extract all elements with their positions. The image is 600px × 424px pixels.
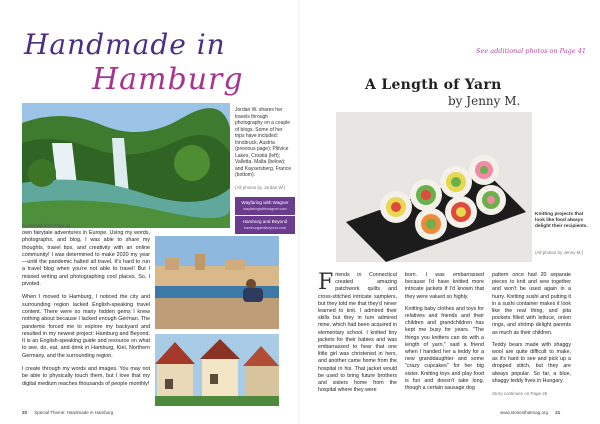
- blog-box-hamburg[interactable]: [235, 216, 295, 234]
- blog-name: Hamburg and Beyond: [242, 219, 288, 224]
- kaysersberg-photo: [155, 334, 279, 406]
- title-line-1: Handmade in: [24, 28, 226, 61]
- continued-from: Continued from Page 21: [22, 223, 71, 228]
- plitvice-lakes-photo: [22, 103, 230, 228]
- title-line-2: Hamburg: [92, 62, 244, 97]
- drop-cap: F: [318, 270, 334, 295]
- left-footer: [22, 410, 113, 415]
- right-footer: [500, 410, 560, 415]
- continued-on: Story continues on Page 26: [492, 391, 548, 397]
- article-title: A Length of Yarn: [365, 77, 502, 93]
- photo-credit: (All photos by Jordan W.): [235, 185, 286, 190]
- footer-text: Special Theme: Handmade in Hamburg: [34, 410, 114, 415]
- blog-url[interactable]: wayfaringwithwagner.com: [243, 207, 287, 211]
- blog-url[interactable]: hamburgandbeyond.com: [243, 226, 286, 230]
- photo-credit: (All photos by Jenny M.): [535, 250, 584, 255]
- page-number: 20: [22, 410, 28, 415]
- valletta-photo: [155, 236, 279, 329]
- paragraph: pattern once had 20 separate pieces to knit and sew together and won't be used again in a hurry. Knitting sushi and putting it in a sushi container makes it look like the real thing, and pita pockets filled with lettuce, onion rings, and shrimp delight parents as much as their children.: [492, 272, 571, 336]
- page-number: 21: [555, 410, 561, 415]
- paragraph: When I moved to Hamburg, I noticed the city and surrounding region lacked English-speaking travel content. There were so many hidden gems I knew nothing about because I lacked enough German. The pandemic forced me to explore my backyard and resulted in my newest project: Hamburg and Beyond. It is an English-speaking guide and resource on what to see, do, eat, and drink in Hamburg, Kiel, Northern Germany, and the surrounding region.: [22, 294, 150, 359]
- author-bio: Jordan W. shares her travels through photography on a couple of blogs. Some of her trips have included: Innsbruck, Austria (previous page); Plitvice Lakes, Croatia (left); Valletta, Malta (below); and Kaysersberg, France (bottom).: [235, 107, 292, 178]
- blog-box-wayfaring[interactable]: [235, 197, 295, 215]
- blog-name: Wayfaring with Wagner: [241, 200, 289, 205]
- knitted-sushi-photo: [336, 112, 532, 262]
- byline: by Jenny M.: [448, 94, 521, 108]
- left-body-text: [22, 230, 150, 394]
- article-column-1: [318, 272, 397, 394]
- column-text: riends in Connecticut created amazing patchwork quilts and cross-stitched intricate samplers, but they told me that they'd never learned to knit. I admired their skills but they in turn admired mine, which had been acquired in elementary school. I knitted tiny jackets for their babies and was embarrassed to hear that one little girl was christened in hers, and another came home from the hospital in his. That jacket would be used to bring future brothers and sisters home from the hospital where they were: [318, 272, 397, 394]
- see-more-link[interactable]: See additional photos on Page 41: [476, 47, 586, 55]
- article-column-2: [405, 272, 484, 397]
- paragraph: own fairytale adventures in Europe. Using my words, photographs, and blog, I was able to share my thoughts, travel tips, and creativity with an online community! I was determined to make 2020 my year—until the pandemic halted all travel. It's hard to run a travel blog when you're not able to travel! But I missed writing and photographing cool places. So, I pivoted.: [22, 230, 150, 288]
- photo-caption: Knitting projects that look like food always delight their recipients.: [535, 212, 588, 230]
- paragraph: born. I was embarrassed because I'd have knitted more intricate jackets if I'd known that they were valued so highly.: [405, 272, 484, 300]
- paragraph: Teddy bears made with shaggy wool are quite difficult to make, as it's hard to see and pick up a dropped stitch, but they are always popular. So far, a blue, shaggy teddy lives in Hungary: [492, 341, 571, 384]
- article-column-3: [492, 272, 571, 397]
- paragraph: I create through my words and images. You may not be able to physically touch them, but I love that my digital medium reaches thousands of people monthly!: [22, 366, 150, 387]
- footer-url[interactable]: www.storiesthatmag.org: [500, 410, 549, 415]
- paragraph: Knitting baby clothes and toys for relatives and friends and their children and grandchildren has kept me busy for years. "The things you knitters can do with a length of yarn," said a friend when I handed her a teddy for a new granddaughter and some "crazy cupcakes" for her big sister. Knitting toys and play food is fun and doesn't take long, though a certain sausage dog: [405, 305, 484, 392]
